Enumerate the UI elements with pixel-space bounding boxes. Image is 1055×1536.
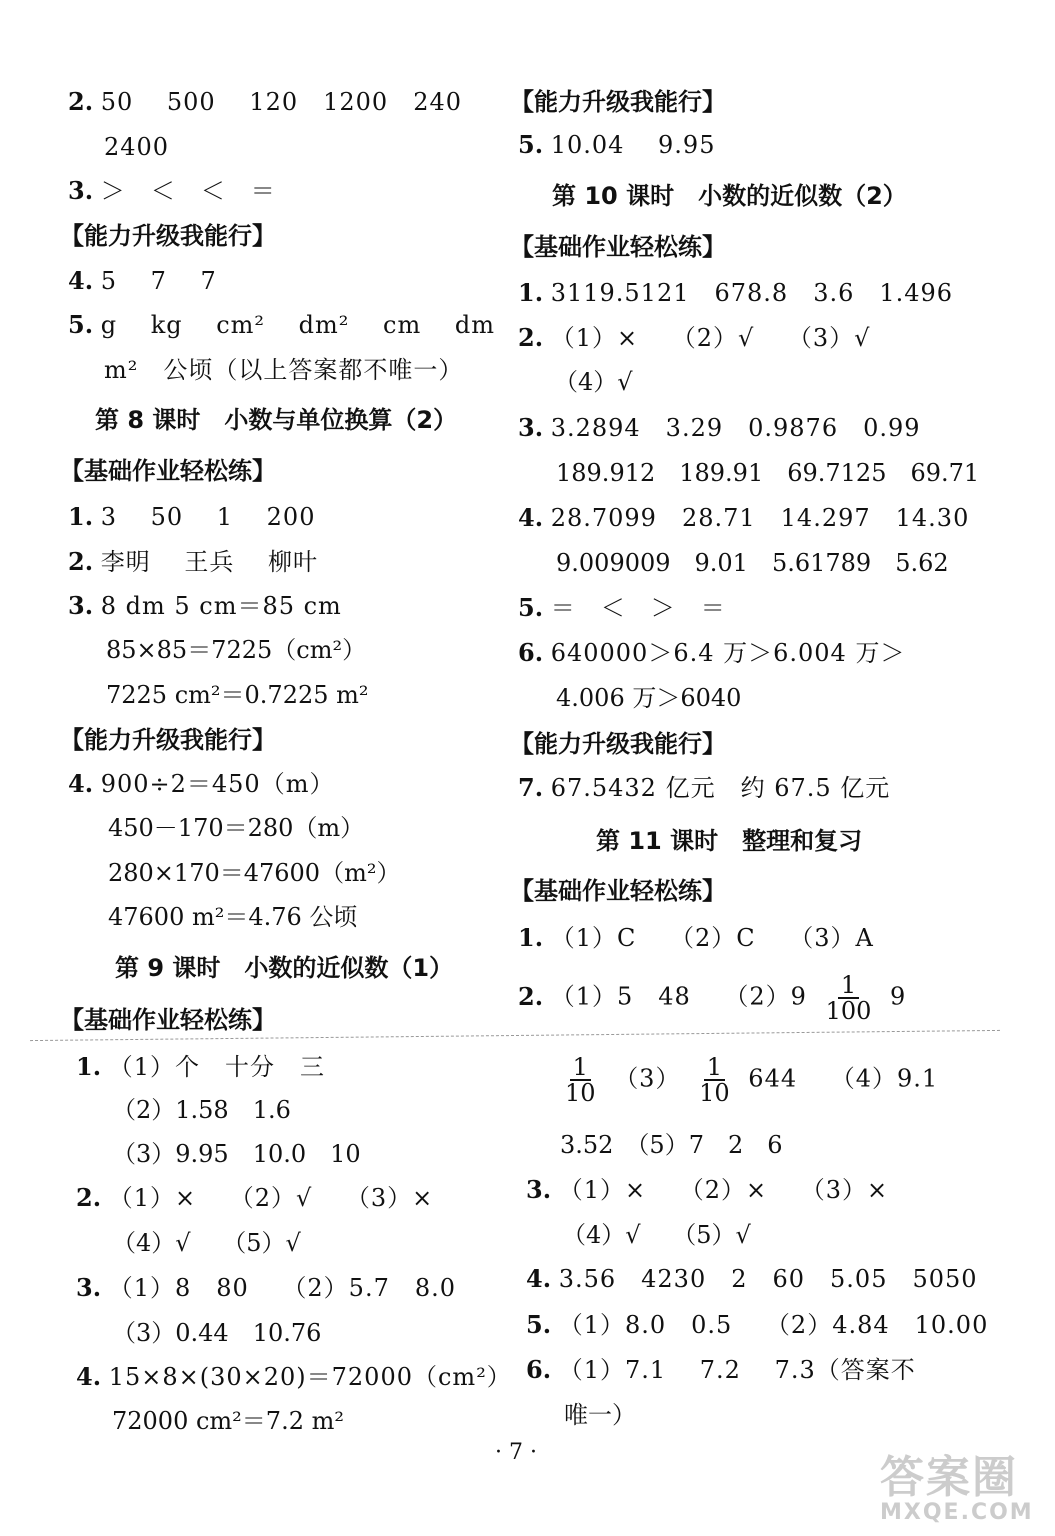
answer-c3: 3. （1）8 80 （2）5.7 8.0 [76, 1273, 457, 1302]
answer-3: 3. ＞ ＜ ＜ ＝ [68, 176, 276, 205]
answer-e5: 5. ＝ ＜ ＞ ＝ [518, 593, 726, 622]
fraction: $\frac{1}{10}$ [565, 1053, 596, 1107]
answer-e4: 4. 28.7099 28.71 14.297 14.30 [518, 503, 970, 532]
watermark-title: 答案圈 [880, 1452, 1018, 1503]
answer-f4: 4. 3.56 4230 2 60 5.05 5050 [526, 1264, 978, 1293]
answer-2: 2. 50 500 120 1200 240 [68, 87, 463, 116]
answer-c1: 1. （1）个 十分 三 [76, 1052, 325, 1081]
answer-b3-l3: 7225 cm²＝0.7225 m² [106, 681, 369, 709]
answer-b4-l4: 47600 m²＝4.76 公顷 [108, 903, 358, 931]
answer-b3: 3. 8 dm 5 cm＝85 cm [68, 591, 342, 620]
section-heading-basic: 【基础作业轻松练】 [510, 232, 726, 261]
section-heading-ability: 【能力升级我能行】 [510, 729, 726, 758]
answer-b4-l3: 280×170＝47600（m²） [108, 859, 401, 887]
section-heading-basic: 【基础作业轻松练】 [510, 876, 726, 905]
answer-b1: 1. 3 50 1 200 [68, 502, 316, 531]
answer-e3-l2: 189.912 189.91 69.7125 69.71 [556, 459, 980, 487]
answer-b3-l2: 85×85＝7225（cm²） [106, 636, 367, 664]
answer-4: 4. 5 7 7 [68, 266, 217, 295]
answer-5-cont: m² 公顷（以上答案都不唯一） [104, 356, 464, 384]
watermark-url: MXQE.COM [880, 1500, 1034, 1525]
answer-5: 5. g kg cm² dm² cm dm [68, 310, 495, 339]
answer-c1-l3: （3）9.95 10.0 10 [112, 1140, 361, 1168]
answer-f2-l2: $\frac{1}{10}$ （3） $\frac{1}{10}$ 644 （4）9.1 [554, 1055, 938, 1105]
answer-c4-l2: 72000 cm²＝7.2 m² [112, 1407, 344, 1435]
answer-b4-l2: 450－170＝280（m） [108, 814, 365, 842]
lesson-9-title: 第 9 课时 小数的近似数（1） [115, 954, 454, 982]
answer-c3-l2: （3）0.44 10.76 [112, 1319, 322, 1347]
answer-e6: 6. 640000＞6.4 万＞6.004 万＞ [518, 638, 906, 667]
answer-c1-l2: （2）1.58 1.6 [112, 1096, 291, 1124]
answer-e1: 1. 3119.5121 678.8 3.6 1.496 [518, 278, 954, 307]
answer-c2: 2. （1）× （2）√ （3）× [76, 1183, 434, 1212]
lesson-10-title: 第 10 课时 小数的近似数（2） [552, 182, 907, 210]
lesson-8-title: 第 8 课时 小数与单位换算（2） [95, 406, 458, 434]
page-number: · 7 · [495, 1440, 537, 1465]
answer-e3: 3. 3.2894 3.29 0.9876 0.99 [518, 413, 921, 442]
answer-e7: 7. 67.5432 亿元 约 67.5 亿元 [518, 773, 891, 802]
answer-f5: 5. （1）8.0 0.5 （2）4.84 10.00 [526, 1310, 989, 1339]
fraction: $\frac{1}{100}$ [825, 971, 872, 1025]
answer-f6: 6. （1）7.1 7.2 7.3（答案不 [526, 1355, 916, 1384]
answer-e2: 2. （1）× （2）√ （3）√ [518, 323, 871, 352]
section-heading-ability: 【能力升级我能行】 [510, 87, 726, 116]
answer-f1: 1. （1）C （2）C （3）A [518, 923, 874, 952]
answer-e2-l2: （4）√ [554, 368, 633, 396]
section-heading-basic: 【基础作业轻松练】 [60, 456, 276, 485]
answer-f2: 2. （1）5 48 （2）9 $\frac{1}{100}$ 9 [518, 971, 907, 1025]
answer-b2: 2. 李明 王兵 柳叶 [68, 547, 318, 576]
section-heading-ability: 【能力升级我能行】 [60, 725, 276, 754]
section-heading-basic: 【基础作业轻松练】 [60, 1005, 276, 1034]
answer-b4: 4. 900÷2＝450（m） [68, 769, 335, 798]
answer-f3: 3. （1）× （2）× （3）× [526, 1175, 889, 1204]
fraction: $\frac{1}{10}$ [699, 1053, 730, 1107]
answer-f6-l2: 唯一） [564, 1401, 636, 1429]
answer-c4: 4. 15×8×(30×20)＝72000（cm²） [76, 1362, 512, 1391]
answer-e4-l2: 9.009009 9.01 5.61789 5.62 [556, 549, 949, 577]
watermark-logo [880, 1452, 1050, 1530]
answer-d5: 5. 10.04 9.95 [518, 130, 716, 159]
lesson-11-title: 第 11 课时 整理和复习 [596, 827, 863, 855]
answer-e6-l2: 4.006 万＞6040 [556, 684, 742, 712]
answer-f3-l2: （4）√ （5）√ [562, 1221, 751, 1249]
answer-f2-l3: 3.52 （5）7 2 6 [560, 1131, 783, 1159]
section-heading-ability: 【能力升级我能行】 [60, 221, 276, 250]
answer-c2-l2: （4）√ （5）√ [112, 1229, 301, 1257]
answer-2-cont: 2400 [104, 133, 170, 161]
